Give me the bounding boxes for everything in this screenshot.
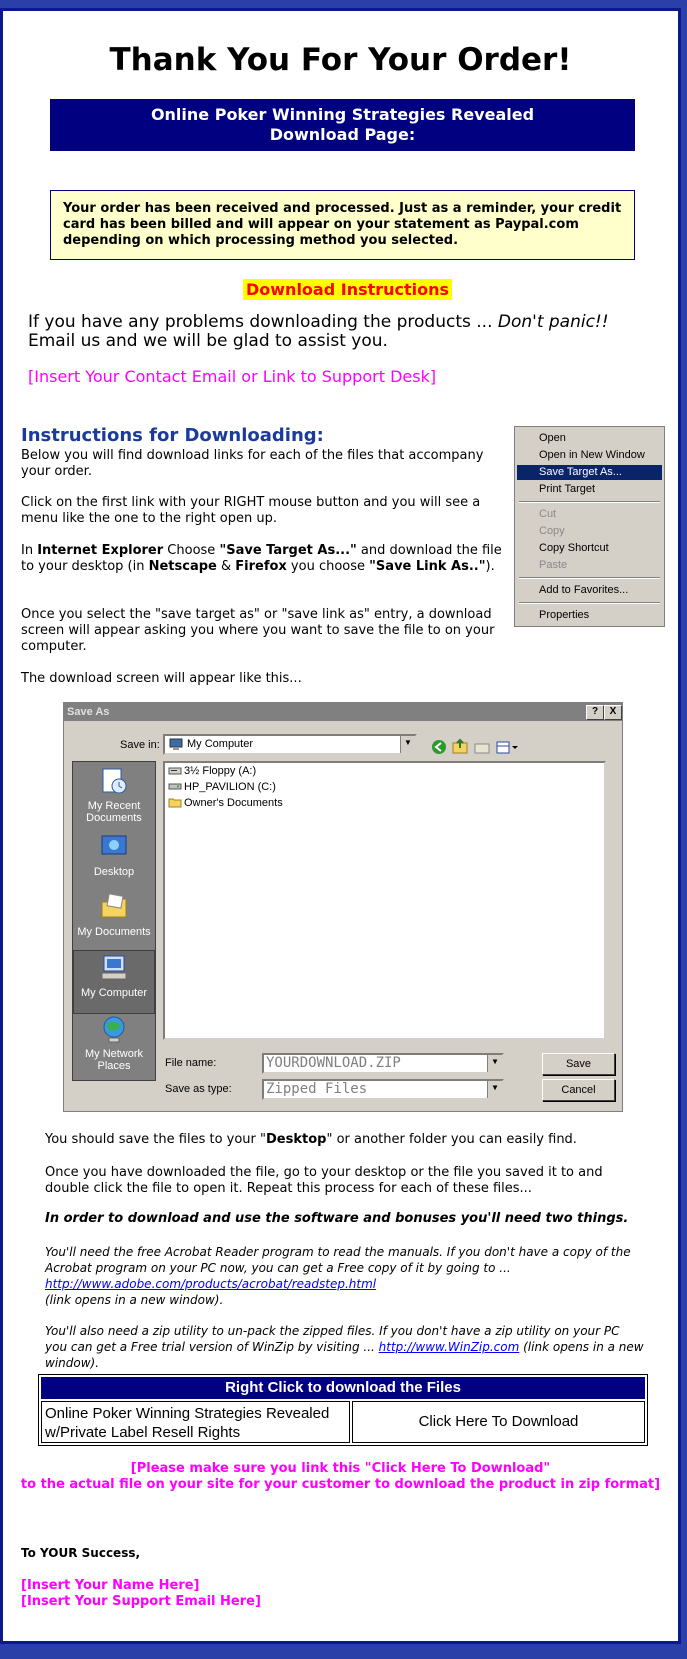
order-notice: Your order has been received and processed. Just as a reminder, your credit card has been billed and will appear on your statement as Paypal.com depending on which processing method you selected. — [50, 190, 635, 260]
file-item-hp-pavilion-label: HP_PAVILION (C:) — [184, 781, 276, 793]
place-desktop-label: Desktop — [93, 866, 135, 878]
winzip-link[interactable]: http://www.WinZip.com — [378, 1340, 520, 1354]
name-placeholder: [Insert Your Name Here] — [21, 1578, 200, 1593]
p3-in: In — [21, 543, 38, 558]
chevron-down-icon[interactable]: ▼ — [400, 736, 415, 753]
menu-add-favorites[interactable]: Add to Favorites... — [539, 584, 629, 596]
place-recent[interactable] — [73, 764, 155, 828]
product-banner — [50, 99, 635, 151]
dialog-title: Save As — [64, 703, 622, 721]
save-pre: You should save the files to your " — [45, 1132, 266, 1147]
page-title: Thank You For Your Order! — [109, 42, 572, 78]
file-item-hp-pavilion[interactable] — [168, 780, 276, 795]
place-my-documents-label: My Documents — [77, 926, 151, 938]
toolbar-icons — [429, 737, 529, 760]
menu-separator — [519, 602, 660, 604]
instructions-p3 — [21, 543, 511, 575]
p3-netscape: Netscape — [148, 559, 217, 574]
contact-placeholder: [Insert Your Contact Email or Link to Support Desk] — [28, 367, 437, 386]
p3-you-choose: you choose — [286, 559, 370, 574]
menu-paste: Paste — [539, 559, 568, 571]
file-name-value: YOURDOWNLOAD.ZIP — [266, 1055, 401, 1071]
acrobat-text — [45, 1244, 645, 1308]
back-icon[interactable] — [432, 740, 446, 754]
instructions-p4: Once you select the "save target as" or "save link as" entry, a download screen will appear asking you where you want to save the file to on your computer. — [21, 607, 495, 654]
save-as-dialog — [63, 702, 623, 1112]
p3-mid: and download the file to your desktop (in — [21, 543, 502, 574]
download-table — [38, 1374, 648, 1446]
file-list — [163, 761, 606, 1040]
p3-save-target: "Save Target As..." — [219, 543, 357, 558]
save-post: " or another folder you can easily find. — [326, 1132, 577, 1147]
click-here-to-download-link[interactable]: Click Here To Download — [352, 1401, 645, 1443]
file-item-floppy[interactable] — [168, 764, 256, 779]
p3-firefox: Firefox — [235, 559, 287, 574]
acrobat-link[interactable]: http://www.adobe.com/products/acrobat/readstep.html — [45, 1277, 377, 1291]
acrobat-note: (link opens in a new window). — [45, 1293, 224, 1307]
problems-lead: If you have any problems downloading the products ... — [28, 312, 498, 332]
dont-panic: Don't panic!! — [497, 312, 609, 332]
instructions-p2: Click on the first link with your RIGHT mouse button and you will see a menu like the one to the right open up. — [21, 495, 481, 526]
support-email-placeholder: [Insert Your Support Email Here] — [21, 1594, 261, 1609]
place-network[interactable] — [73, 1012, 155, 1076]
chevron-down-icon[interactable]: ▼ — [487, 1081, 502, 1098]
problems-text — [28, 313, 658, 351]
place-my-documents[interactable] — [73, 890, 155, 954]
zip-note: (link opens in a new window). — [45, 1340, 644, 1370]
menu-properties[interactable]: Properties — [539, 609, 590, 621]
p3-choose: Choose — [163, 543, 220, 558]
chevron-down-icon[interactable]: ▼ — [487, 1055, 502, 1072]
save-button[interactable]: Save — [542, 1053, 615, 1075]
p3-end: ). — [485, 559, 495, 574]
zip-text — [45, 1323, 645, 1371]
two-things-text: In order to download and use the software and bonuses you'll need two things. — [45, 1211, 629, 1226]
problems-email: Email us and we will be glad to assist you. — [28, 331, 388, 351]
save-as-type-select[interactable] — [262, 1079, 504, 1100]
banner-line-1: Online Poker Winning Strategies Revealed — [150, 105, 535, 124]
banner-line-2: Download Page: — [269, 125, 416, 144]
file-item-owners-documents[interactable] — [168, 796, 283, 811]
p3-ie: Internet Explorer — [37, 543, 164, 558]
my-computer-icon — [99, 953, 129, 983]
file-item-floppy-label: 3½ Floppy (A:) — [184, 765, 257, 777]
download-table-header: Right Click to download the Files — [41, 1377, 645, 1399]
place-network-label: My Network Places — [84, 1048, 144, 1072]
p3-amp: & — [216, 559, 236, 574]
help-button[interactable]: ? — [586, 705, 604, 720]
recent-documents-icon — [99, 766, 129, 796]
places-bar — [72, 761, 156, 1081]
place-desktop[interactable] — [73, 830, 155, 894]
zip-body: You'll also need a zip utility to un-pack the zipped files. If you don't have a zip utility on your PC you can get a Free trial version of WinZip by visiting ... — [45, 1324, 620, 1354]
network-places-icon — [99, 1014, 129, 1044]
save-in-combo[interactable] — [163, 734, 417, 755]
desktop-icon — [99, 832, 129, 862]
acrobat-body: You'll need the free Acrobat Reader program to read the manuals. If you don't have a copy of the Acrobat program on your PC now, you can get a Free copy of it by going to ... — [45, 1245, 631, 1275]
place-my-computer-label: My Computer — [80, 987, 148, 999]
menu-separator — [519, 577, 660, 579]
file-name-label: File name: — [165, 1057, 217, 1069]
up-folder-icon[interactable] — [453, 740, 467, 753]
menu-open-new-window[interactable]: Open in New Window — [539, 449, 645, 461]
save-desktop: Desktop — [266, 1132, 327, 1147]
new-folder-icon[interactable] — [475, 744, 489, 753]
computer-icon — [169, 738, 183, 754]
success-signoff: To YOUR Success, — [21, 1546, 141, 1560]
context-menu — [514, 426, 665, 627]
place-my-computer[interactable] — [73, 950, 155, 1014]
product-name-cell: Online Poker Winning Strategies Revealed w/Private Label Resell Rights — [41, 1401, 350, 1443]
p3-save-link: "Save Link As.." — [369, 559, 486, 574]
menu-open[interactable]: Open — [539, 432, 566, 444]
file-name-field[interactable] — [262, 1053, 504, 1074]
instructions-p1: Below you will find download links for each of the files that accompany your order. — [21, 448, 484, 479]
my-documents-icon — [99, 892, 129, 922]
reminder-line-2: to the actual file on your site for your customer to download the product in zip format] — [20, 1477, 661, 1492]
floppy-drive-icon — [168, 765, 182, 776]
instructions-p5: The download screen will appear like this... — [21, 671, 302, 686]
reminder-line-1: [Please make sure you link this "Click Here To Download" — [130, 1461, 551, 1476]
folder-icon — [168, 797, 182, 808]
menu-copy: Copy — [539, 525, 565, 537]
once-downloaded-text: Once you have downloaded the file, go to your desktop or the file you saved it to and double click the file to open it. Repeat this process for each of these files... — [45, 1165, 603, 1196]
file-item-owners-documents-label: Owner's Documents — [184, 797, 283, 809]
reminder-note — [0, 1461, 681, 1493]
instructions-heading: Instructions for Downloading: — [21, 425, 324, 446]
hard-drive-icon — [168, 781, 182, 792]
menu-save-target-as[interactable]: Save Target As... — [517, 465, 662, 480]
menu-cut: Cut — [539, 508, 557, 520]
cancel-button[interactable]: Cancel — [542, 1079, 615, 1101]
menu-copy-shortcut[interactable]: Copy Shortcut — [539, 542, 609, 554]
menu-separator — [519, 501, 660, 503]
save-files-text — [45, 1132, 645, 1148]
save-in-value: My Computer — [187, 738, 254, 750]
save-as-type-label: Save as type: — [165, 1083, 232, 1095]
menu-print-target[interactable]: Print Target — [539, 483, 596, 495]
close-button[interactable]: X — [604, 705, 622, 720]
download-instructions-label: Download Instructions — [243, 279, 452, 300]
save-in-label: Save in: — [120, 739, 160, 751]
place-recent-label: My Recent Documents — [86, 800, 142, 824]
save-as-type-value: Zipped Files — [266, 1081, 368, 1097]
view-menu-icon[interactable] — [497, 742, 518, 753]
